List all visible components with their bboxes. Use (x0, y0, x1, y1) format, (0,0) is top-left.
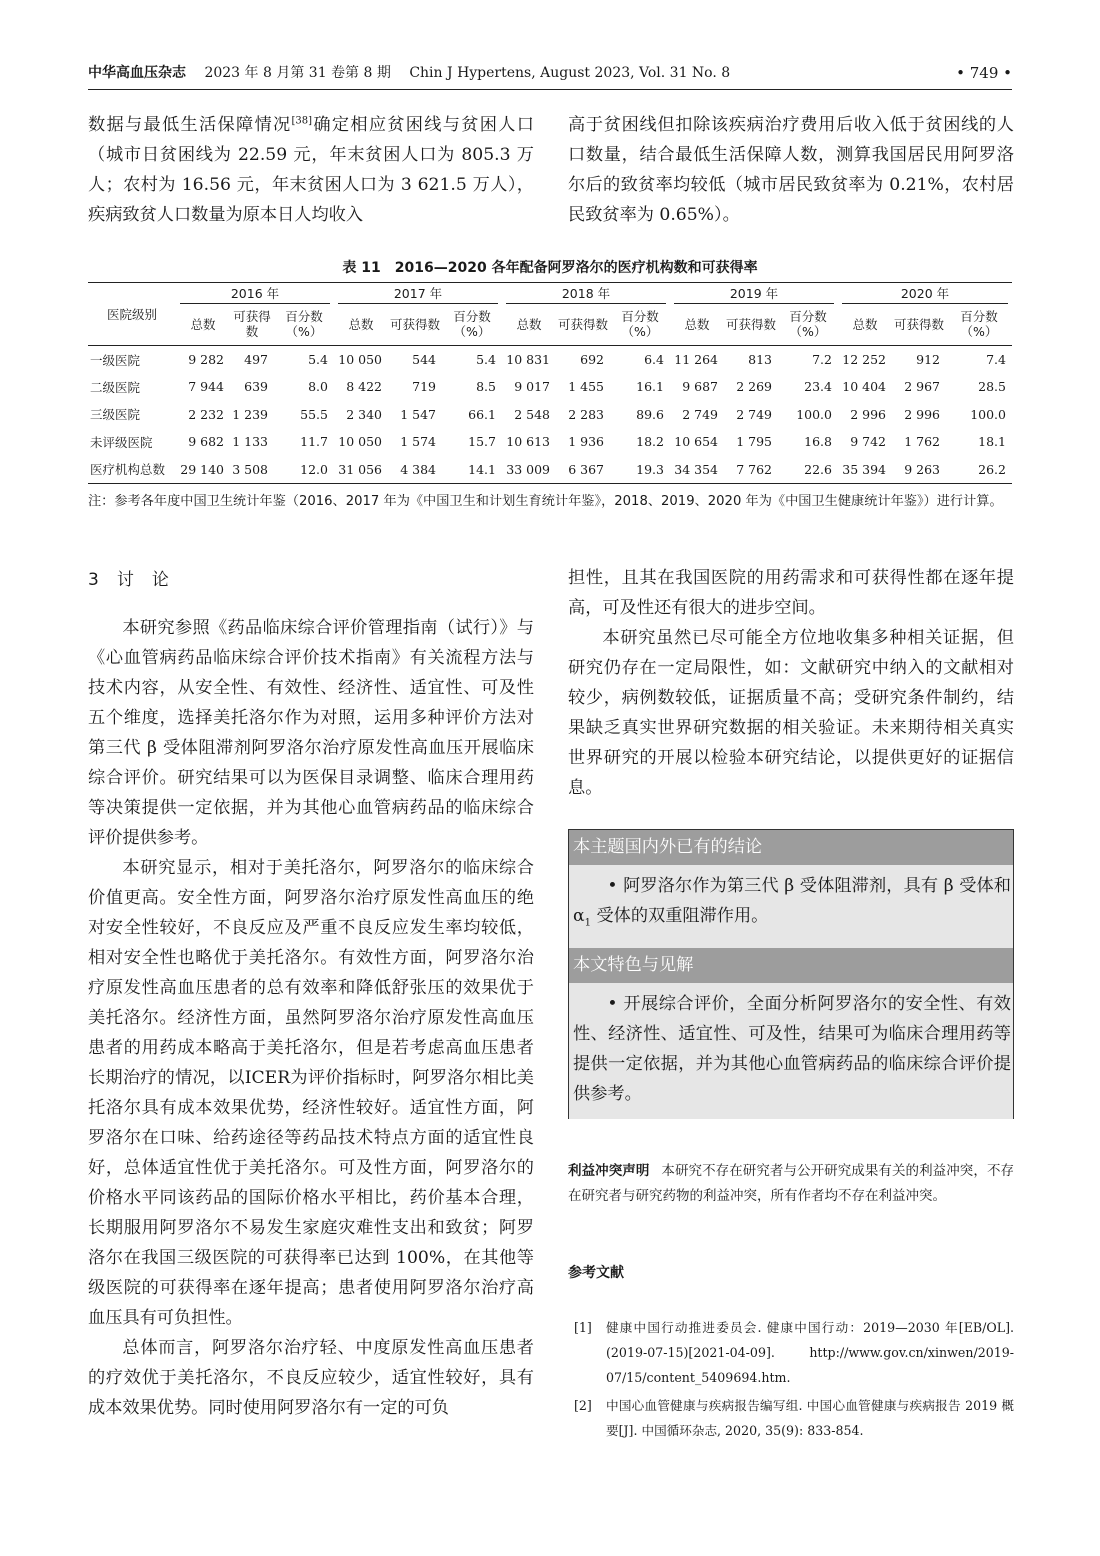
table-cell: 9 687 (682, 379, 718, 395)
reference-text: 中国心血管健康与疾病报告编写组. 中国心血管健康与疾病报告 2019 概要[J]. 中国循环杂志, 2020, 35(9): 833-854. (606, 1398, 1014, 1438)
reference-text: 健康中国行动推进委员会. 健康中国行动：2019—2030 年[EB/OL]. (2019-07-15)[2021-04-09]. http://www.gov.cn/xinwen/2019-07/15/content_5409694.htm. (606, 1320, 1014, 1385)
col-total: 总数 (502, 307, 556, 346)
table-row (88, 346, 1012, 374)
table-cell: 6 367 (556, 456, 610, 484)
box-body (569, 865, 1013, 948)
top-right-text (568, 110, 1014, 230)
col-percent: 百分数（%） (274, 307, 334, 346)
top-left-text (88, 110, 534, 230)
table-cell: 9 742 (850, 434, 886, 450)
table-cell: 11 264 (674, 352, 718, 367)
table-title: 表 11 2016—2020 各年配备阿罗洛尔的医疗机构数和可获得率 (342, 260, 758, 276)
row-header: 医院级别 (88, 283, 176, 346)
table-cell: 2 749 (682, 406, 718, 422)
table-cell: 2 967 (904, 379, 940, 395)
table-cell: 544 (412, 352, 436, 367)
highlight-box (568, 829, 1014, 1119)
table-cell: 18.1 (978, 434, 1006, 450)
table-cell: 8.5 (476, 379, 496, 395)
reference-number: [1] (574, 1320, 592, 1335)
box-heading: 本主题国内外已有的结论 (569, 830, 1013, 865)
table-cell: 9 017 (514, 379, 550, 395)
table-subheader (88, 307, 1012, 346)
reference-item (568, 1393, 1014, 1443)
paragraph: 担性，且其在我国医院的用药需求和可获得性都在逐年提高，可及性还有很大的进步空间。 (568, 568, 1014, 618)
conflict-of-interest (568, 1159, 1014, 1209)
table-cell: 10 613 (506, 434, 550, 450)
page-number: • 749 • (956, 64, 1012, 82)
col-total: 总数 (670, 307, 724, 346)
table-cell: 19.3 (610, 456, 670, 484)
col-total: 总数 (334, 307, 388, 346)
table-11 (88, 282, 1012, 484)
year-header: 2017 年 (334, 283, 502, 308)
table-cell: 8 422 (346, 379, 382, 395)
section-title: 讨论 (116, 570, 187, 590)
table-cell: 16.8 (804, 434, 832, 450)
table-cell: 1 133 (232, 434, 268, 450)
table-cell: 692 (580, 352, 604, 367)
row-label: 医疗机构总数 (88, 456, 176, 484)
year-header: 2019 年 (670, 283, 838, 308)
citation: [38] (291, 115, 313, 127)
table-cell: 66.1 (468, 406, 496, 422)
table-cell: 2 340 (346, 406, 382, 422)
issue-cn: 2023 年 8 月第 31 卷第 8 期 (204, 65, 391, 81)
discussion-left (88, 565, 534, 1423)
table-cell: 497 (244, 352, 268, 367)
table-cell: 10 831 (506, 352, 550, 367)
table-cell: 8.0 (308, 379, 328, 395)
text: 确定相应贫困线与贫困人口（城市日贫困线为 22.59 元，年末贫困人口为 805.3 万人；农村为 16.56 元，年末贫困人口为 3 621.5 万人），疾病致贫人口数量为原本日人均收入 (88, 115, 534, 225)
references-list (568, 1315, 1014, 1443)
table-cell: 55.5 (300, 406, 328, 422)
table-cell: 9 682 (188, 434, 224, 450)
year-header: 2016 年 (176, 283, 334, 308)
table-cell: 16.1 (636, 379, 664, 395)
table-note: 注：参考各年度中国卫生统计年鉴（2016、2017 年为《中国卫生和计划生育统计年鉴》，2018、2019、2020 年为《中国卫生健康统计年鉴》）进行计算。 (88, 494, 1003, 509)
coi-label: 利益冲突声明 (568, 1163, 650, 1179)
col-percent: 百分数（%） (442, 307, 502, 346)
paragraph: 总体而言，阿罗洛尔治疗轻、中度原发性高血压患者的疗效优于美托洛尔，不良反应较少，适宜性较好，具有成本效果优势。同时使用阿罗洛尔有一定的可负 (88, 1338, 534, 1418)
paragraph: 本研究虽然已尽可能全方位地收集多种相关证据，但研究仍存在一定局限性，如：文献研究中纳入的文献相对较少，病例数较低，证据质量不高；受研究条件制约，结果缺乏真实世界研究数据的相关验证。未来期待相关真实世界研究的开展以检验本研究结论，以提供更好的证据信息。 (568, 628, 1014, 798)
table-cell: 10 654 (674, 434, 718, 450)
table-row (88, 456, 1012, 484)
table-cell: 912 (916, 352, 940, 367)
table-cell: 9 263 (892, 456, 946, 484)
table-cell: 2 232 (188, 406, 224, 422)
table-cell: 2 749 (736, 406, 772, 422)
table-cell: 5.4 (476, 352, 496, 367)
box-text: • 阿罗洛尔作为第三代 β 受体阻滞剂，具有 β 受体和 $\alpha_1$ 受体的双重阻滞作用。 (573, 876, 1011, 929)
header-left (88, 62, 956, 82)
table-cell: 1 936 (568, 434, 604, 450)
table-cell: 7 944 (188, 379, 224, 395)
table-row (88, 401, 1012, 429)
table-cell: 10 050 (338, 434, 382, 450)
availability-table (88, 282, 1012, 484)
col-available: 可获得数 (724, 307, 778, 346)
section-heading (88, 565, 534, 595)
table-cell: 33 009 (502, 456, 556, 484)
col-percent: 百分数（%） (610, 307, 670, 346)
table-cell: 1 762 (904, 434, 940, 450)
col-percent: 百分数（%） (946, 307, 1012, 346)
table-cell: 2 996 (850, 406, 886, 422)
table-cell: 639 (244, 379, 268, 395)
table-cell: 10 404 (842, 379, 886, 395)
table-cell: 2 269 (736, 379, 772, 395)
year-header: 2018 年 (502, 283, 670, 308)
paragraph: 本研究参照《药品临床综合评价管理指南（试行）》与《心血管病药品临床综合评价技术指南》有关流程方法与技术内容，从安全性、有效性、经济性、适宜性、可及性五个维度，选择美托洛尔作为对照，运用多种评价方法对第三代 β 受体阻滞剂阿罗洛尔治疗原发性高血压开展临床综合评价。研究结果可以为医保目录调整、临床合理用药等决策提供一定依据，并为其他心血管病药品的临床综合评价提供参考。 (88, 618, 534, 848)
table-row (88, 428, 1012, 456)
table-cell: 15.7 (468, 434, 496, 450)
table-cell: 35 394 (838, 456, 892, 484)
table-cell: 1 547 (400, 406, 436, 422)
col-available: 可获得数 (556, 307, 610, 346)
table-cell: 34 354 (670, 456, 724, 484)
year-header: 2020 年 (838, 283, 1012, 308)
discussion-right (568, 563, 1014, 803)
paragraph: 高于贫困线但扣除该疾病治疗费用后收入低于贫困线的人口数量，结合最低生活保障人数，测算我国居民用阿罗洛尔后的致贫率均较低（城市居民致贫率为 0.21%，农村居民致贫率为 0.65%）。 (568, 115, 1014, 225)
references-heading: 参考文献 (568, 1265, 624, 1281)
table-body (88, 346, 1012, 484)
table-cell: 10 050 (338, 352, 382, 367)
row-label: 三级医院 (90, 407, 141, 423)
reference-number: [2] (574, 1398, 592, 1413)
col-available: 可获得数 (892, 307, 946, 346)
reference-item (568, 1315, 1014, 1390)
table-cell: 4 384 (388, 456, 442, 484)
table-cell: 18.2 (636, 434, 664, 450)
table-cell: 100.0 (796, 406, 832, 422)
box-heading: 本文特色与见解 (569, 948, 1013, 983)
table-cell: 9 282 (188, 352, 224, 367)
table-cell: 2 996 (904, 406, 940, 422)
box-text: • 开展综合评价，全面分析阿罗洛尔的安全性、有效性、经济性、适宜性、可及性，结果可为临床合理用药等提供一定依据，并为其他心血管病药品的临床综合评价提供参考。 (573, 994, 1011, 1105)
section-number: 3 (88, 570, 99, 590)
table-cell: 14.1 (442, 456, 502, 484)
row-label: 未评级医院 (90, 434, 153, 450)
table-cell: 5.4 (308, 352, 328, 367)
coi-text: 本研究不存在研究者与公开研究成果有关的利益冲突，不存在研究者与研究药物的利益冲突，所有作者均不存在利益冲突。 (568, 1163, 1015, 1204)
table-cell: 719 (412, 379, 436, 395)
table-cell: 1 239 (232, 406, 268, 422)
running-header (88, 60, 1012, 90)
table-cell: 7.2 (812, 352, 832, 367)
row-label: 一级医院 (90, 352, 141, 368)
table-cell: 1 795 (736, 434, 772, 450)
box-body (569, 983, 1013, 1119)
table-cell: 2 283 (568, 406, 604, 422)
table-cell: 11.7 (300, 434, 328, 450)
col-percent: 百分数（%） (778, 307, 838, 346)
table-cell: 6.4 (644, 352, 664, 367)
table-cell: 29 140 (176, 456, 230, 484)
table-cell: 26.2 (946, 456, 1012, 484)
table-cell: 22.6 (778, 456, 838, 484)
row-label: 二级医院 (90, 379, 141, 395)
table-cell: 89.6 (636, 406, 664, 422)
col-available: 可获得数 (230, 307, 274, 346)
col-available: 可获得数 (388, 307, 442, 346)
table-cell: 813 (748, 352, 772, 367)
issue-en: Chin J Hypertens, August 2023, Vol. 31 No. 8 (409, 65, 731, 81)
table-cell: 1 455 (568, 379, 604, 395)
journal-name: 中华高血压杂志 (88, 65, 186, 81)
table-cell: 7.4 (986, 352, 1006, 367)
text: 数据与最低生活保障情况 (88, 115, 292, 135)
table-cell: 1 574 (400, 434, 436, 450)
table-cell: 7 762 (724, 456, 778, 484)
paragraph (88, 110, 534, 230)
table-cell: 12.0 (274, 456, 334, 484)
table-cell: 100.0 (970, 406, 1006, 422)
table-row (88, 373, 1012, 401)
col-total: 总数 (838, 307, 892, 346)
table-cell: 2 548 (514, 406, 550, 422)
table-cell: 23.4 (804, 379, 832, 395)
table-cell: 12 252 (842, 352, 886, 367)
paragraph: 本研究显示，相对于美托洛尔，阿罗洛尔的临床综合价值更高。安全性方面，阿罗洛尔治疗原发性高血压的绝对安全性较好，不良反应及严重不良反应发生率均较低，相对安全性也略优于美托洛尔。有效性方面，阿罗洛尔治疗原发性高血压患者的总有效率和降低舒张压的效果优于美托洛尔。经济性方面，虽然阿罗洛尔治疗原发性高血压患者的用药成本略高于美托洛尔，但是若考虑高血压患者长期治疗的情况，以ICER为评价指标时，阿罗洛尔相比美托洛尔具有成本效果优势，经济性较好。适宜性方面，阿罗洛尔在口味、给药途径等药品技术特点方面的适宜性良好，总体适宜性优于美托洛尔。可及性方面，阿罗洛尔的价格水平同该药品的国际价格水平相比，药价基本合理，长期服用阿罗洛尔不易发生家庭灾难性支出和致贫；阿罗洛尔在我国三级医院的可获得率已达到 100%，在其他等级医院的可获得率在逐年提高；患者使用阿罗洛尔治疗高血压具有可负担性。 (88, 858, 534, 1328)
col-total: 总数 (176, 307, 230, 346)
table-cell: 3 508 (230, 456, 274, 484)
table-cell: 31 056 (334, 456, 388, 484)
table-cell: 28.5 (978, 379, 1006, 395)
table-header-years (88, 283, 1012, 308)
